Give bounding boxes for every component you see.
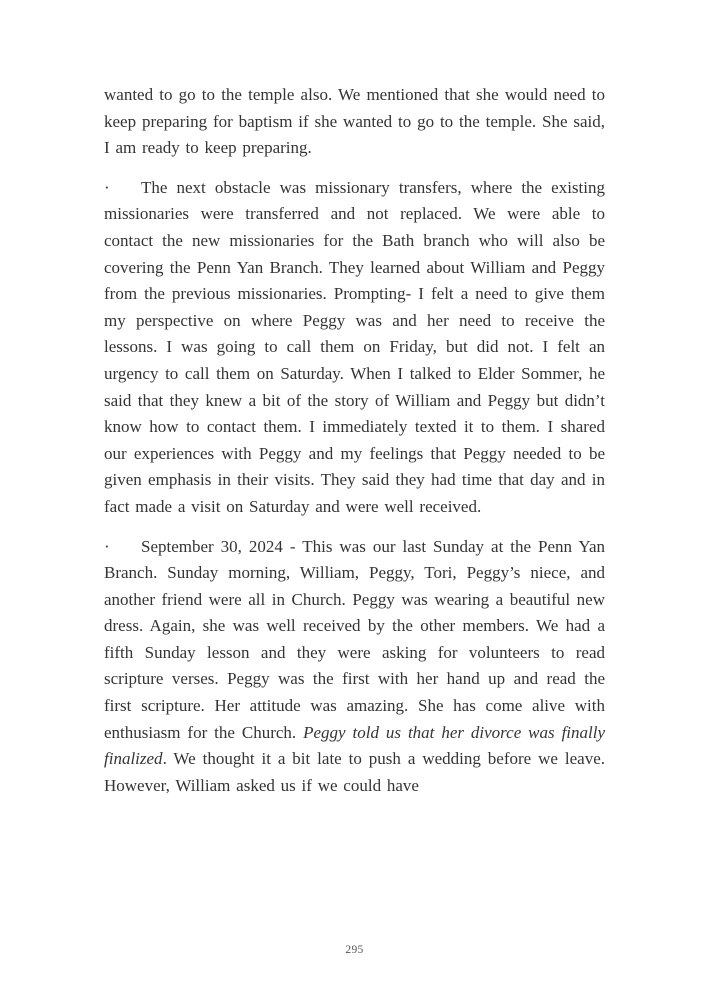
paragraph <box>104 175 605 521</box>
bullet-marker: · <box>104 536 110 556</box>
italic-text-run: Peggy told us that her divorce was finally finalized <box>104 722 606 769</box>
paragraph <box>104 82 605 162</box>
text-run: wanted to go to the temple also. We mentioned that she would need to keep preparing for baptism if she wanted to go to the temple. She said, I am ready to keep preparing. <box>104 85 605 158</box>
paragraph <box>104 534 605 800</box>
text-run: The next obstacle was missionary transfers, where the existing missionaries were transferred and not replaced. We were able to contact the new missionaries for the Bath branch who will also be covering the Penn Yan Branch. They learned about William and Peggy from the previous missionaries. Prompting- I felt a need to give them my perspective on where Peggy was and her need to receive the lessons. I was going to call them on Friday, but did not. I felt an urgency to call them on Saturday. When I talked to Elder Sommer, he said that they knew a bit of the story of William and Peggy but didn’t know how to contact them. I immediately texted it to them. I shared our experiences with Peggy and my feelings that Peggy needed to be given emphasis in their visits. They said they had time that day and in fact made a visit on Saturday and were well received. <box>104 177 605 516</box>
text-run: September 30, 2024 - This was our last Sunday at the Penn Yan Branch. Sunday morning, William, Peggy, Tori, Peggy’s niece, and another friend were all in Church. Peggy was wearing a beautiful new dress. Again, she was well received by the other members. We had a fifth Sunday lesson and they were asking for volunteers to read scripture verses. Peggy was the first with her hand up and read the first scripture. Her attitude was amazing. She has come alive with enthusiasm for the Church. <box>104 536 605 742</box>
paragraphs <box>104 82 605 812</box>
page-number: 295 <box>345 944 364 956</box>
text-run: . We thought it a bit late to push a wedding before we leave. However, William asked us if we could have <box>104 749 605 795</box>
bullet-marker: · <box>104 177 110 197</box>
